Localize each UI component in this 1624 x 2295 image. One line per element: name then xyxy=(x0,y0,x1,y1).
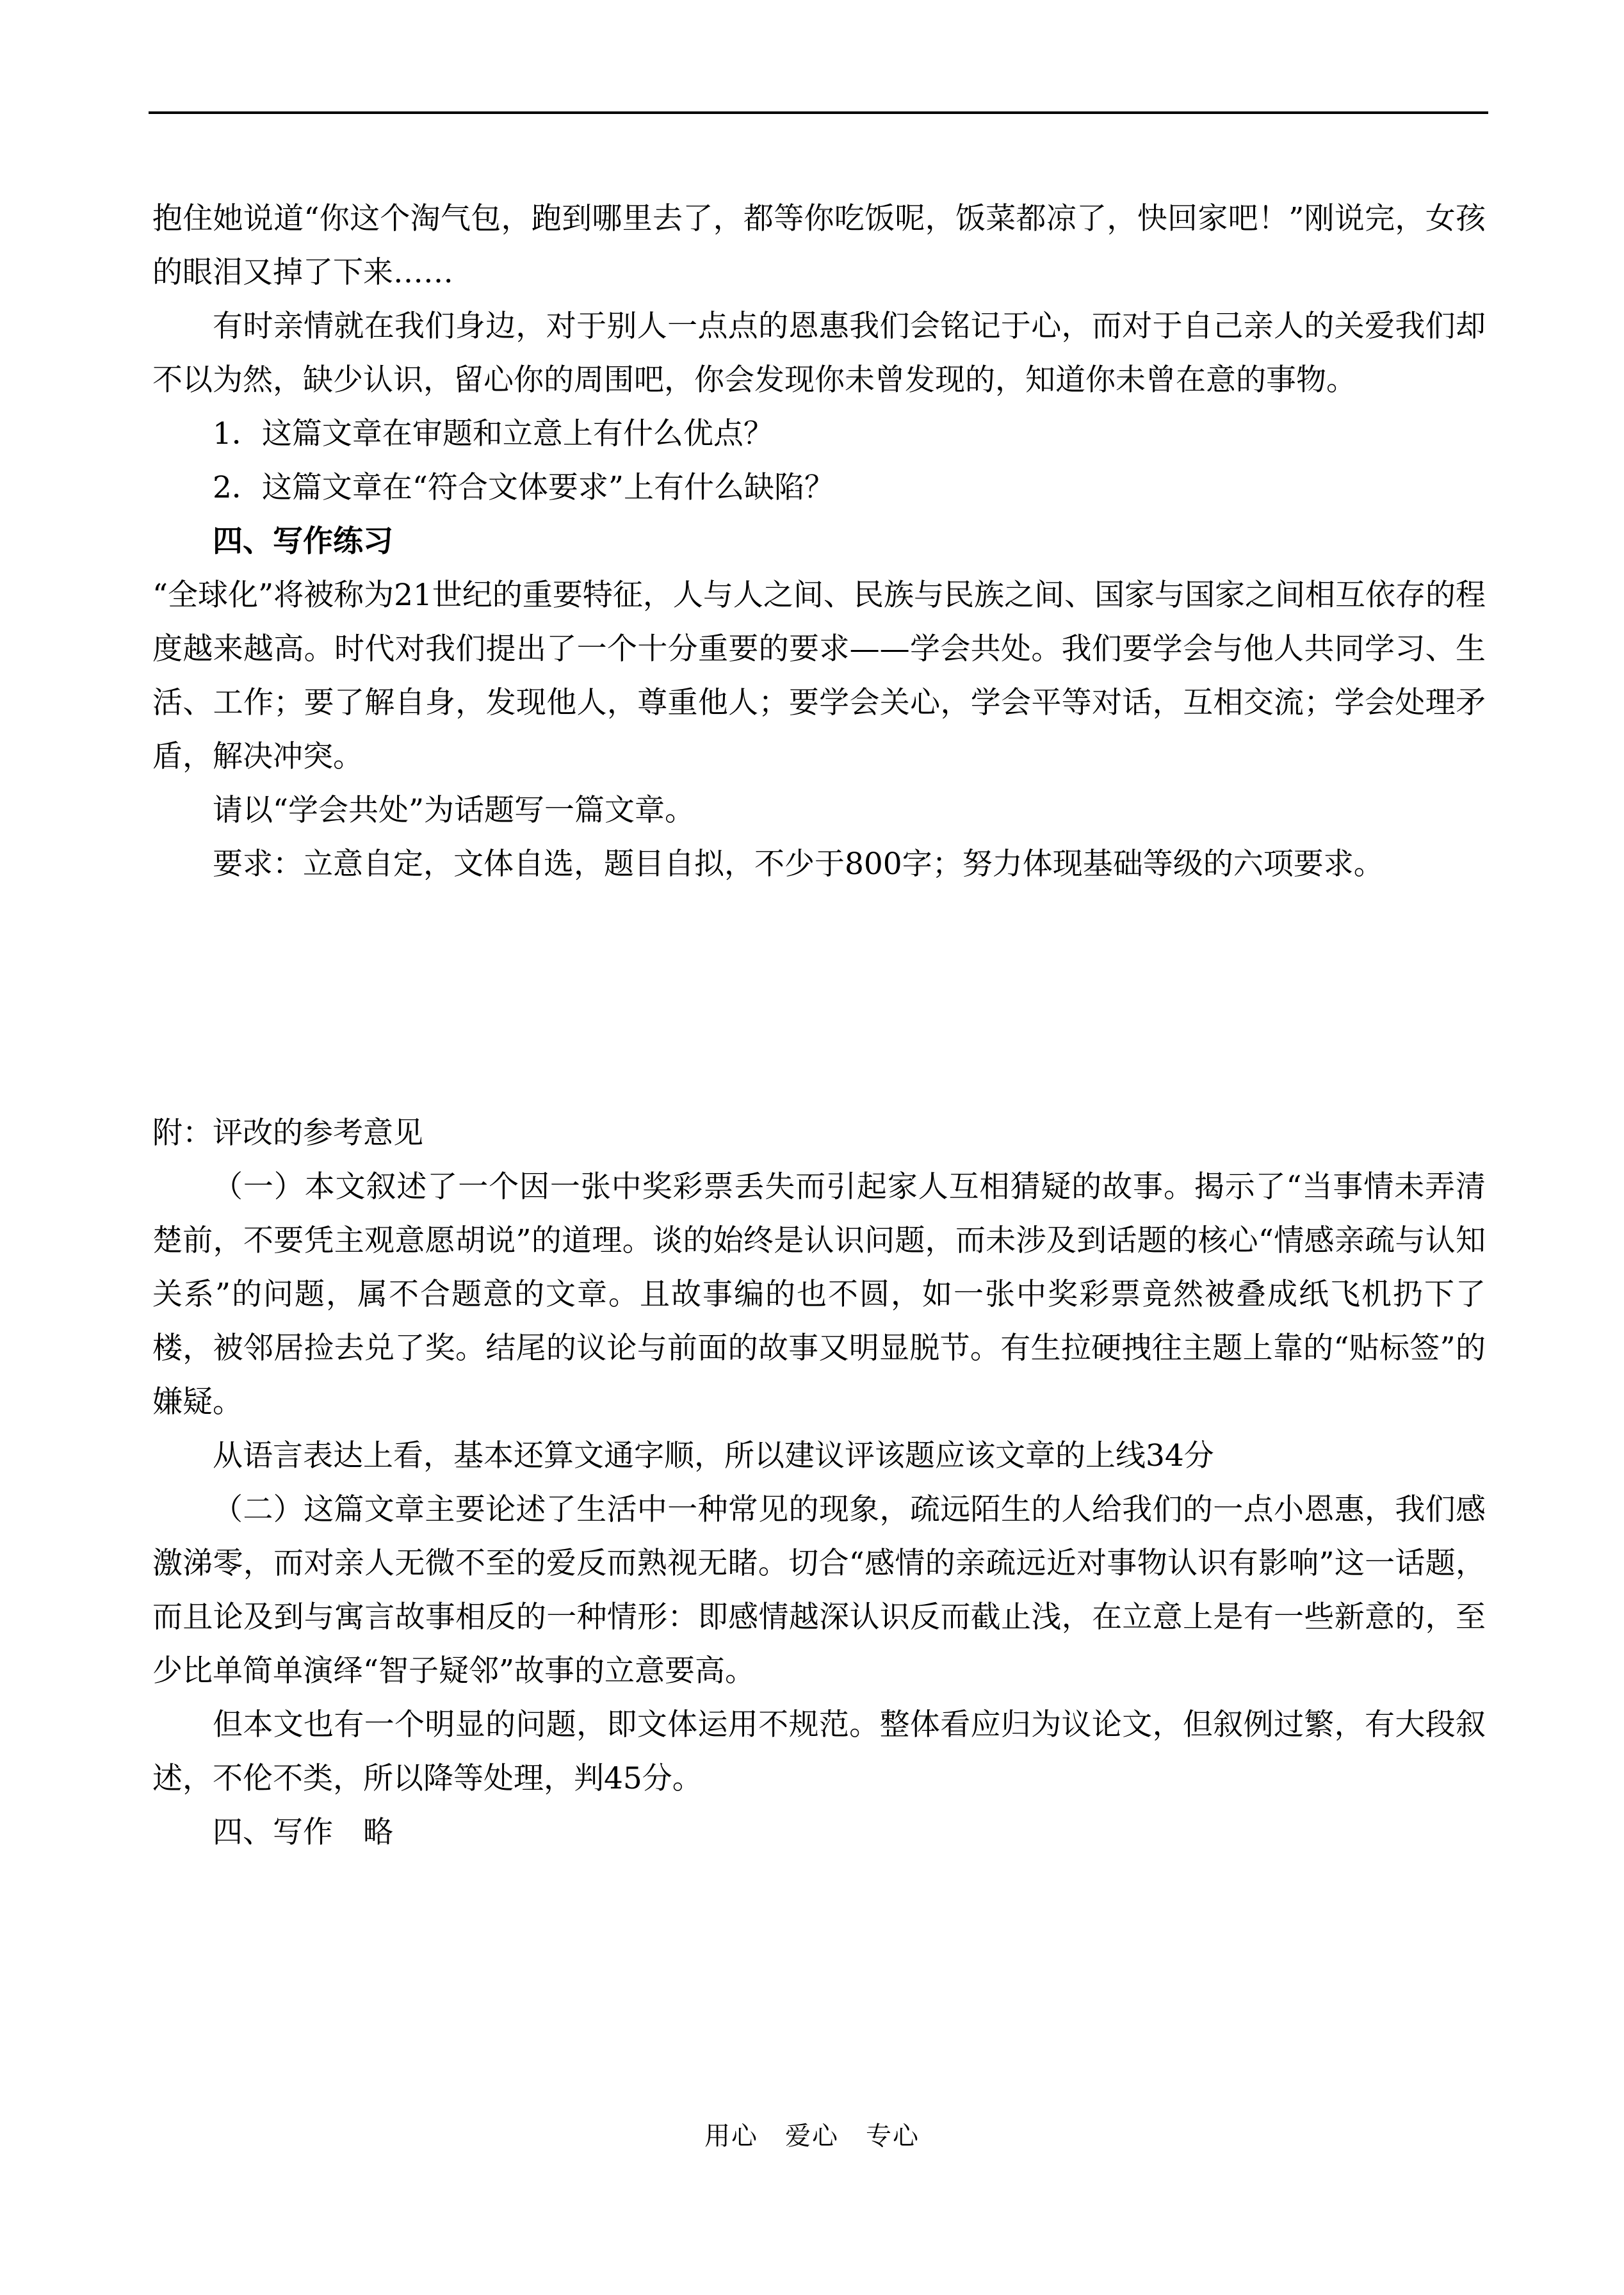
page-body xyxy=(152,192,1486,1860)
essay-conclusion: 有时亲情就在我们身边，对于别人一点点的恩惠我们会铭记于心，而对于自己亲人的关爱我们却不以为然，缺少认识，留心你的周围吧，你会发现你未曾发现的，知道你未曾在意的事物。 xyxy=(152,309,1486,398)
header-rule xyxy=(149,111,1488,114)
page-footer: 用心 爱心 专心 xyxy=(704,2121,920,2151)
appendix-part-1-score: 从语言表达上看，基本还算文通字顺，所以建议评该题应该文章的上线34分 xyxy=(213,1438,1214,1473)
story-continuation: 抱住她说道“你这个淘气包，跑到哪里去了，都等你吃饭呢，饭菜都凉了，快回家吧！”刚说完，女孩的眼泪又掉了下来…… xyxy=(152,201,1486,290)
appendix-writing-note: 四、写作 略 xyxy=(213,1815,393,1850)
appendix-part-2: （二）这篇文章主要论述了生活中一种常见的现象，疏远陌生的人给我们的一点小恩惠，我们感激涕零，而对亲人无微不至的爱反而熟视无睹。切合“感情的亲疏远近对事物认识有影响”这一话题，而且论及到与寓言故事相反的一种情形：即感情越深认识反而截止浅，在立意上是有一些新意的，至少比单简单演绎“智子疑邻”故事的立意要高。 xyxy=(152,1492,1486,1689)
writing-prompt: “全球化”将被称为21世纪的重要特征，人与人之间、民族与民族之间、国家与国家之间相互依存的程度越来越高。时代对我们提出了一个十分重要的要求——学会共处。我们要学会与他人共同学习、生活、工作；要了解自身，发现他人，尊重他人；要学会关心，学会平等对话，互相交流；学会处理矛盾，解决冲突。 xyxy=(152,578,1486,774)
section-heading-writing-practice: 四、写作练习 xyxy=(213,524,393,559)
question-2: 2．这篇文章在“符合文体要求”上有什么缺陷？ xyxy=(213,470,834,505)
appendix-heading: 附：评改的参考意见 xyxy=(152,1115,423,1151)
writing-requirement: 要求：立意自定，文体自选，题目自拟，不少于800字；努力体现基础等级的六项要求。 xyxy=(213,847,1384,882)
appendix-part-1: （一）本文叙述了一个因一张中奖彩票丢失而引起家人互相猜疑的故事。揭示了“当事情未弄清楚前，不要凭主观意愿胡说”的道理。谈的始终是认识问题，而未涉及到话题的核心“情感亲疏与认知关系”的问题，属不合题意的文章。且故事编的也不圆，如一张中奖彩票竟然被叠成纸飞机扔下了楼，被邻居捡去兑了奖。结尾的议论与前面的故事又明显脱节。有生拉硬拽往主题上靠的“贴标签”的嫌疑。 xyxy=(152,1169,1486,1420)
appendix-part-2-score: 但本文也有一个明显的问题，即文体运用不规范。整体看应归为议论文，但叙例过繁，有大段叙述，不伦不类，所以降等处理，判45分。 xyxy=(152,1707,1486,1796)
writing-instruction: 请以“学会共处”为话题写一篇文章。 xyxy=(213,793,695,828)
question-1: 1．这篇文章在审题和立意上有什么优点？ xyxy=(213,416,774,451)
